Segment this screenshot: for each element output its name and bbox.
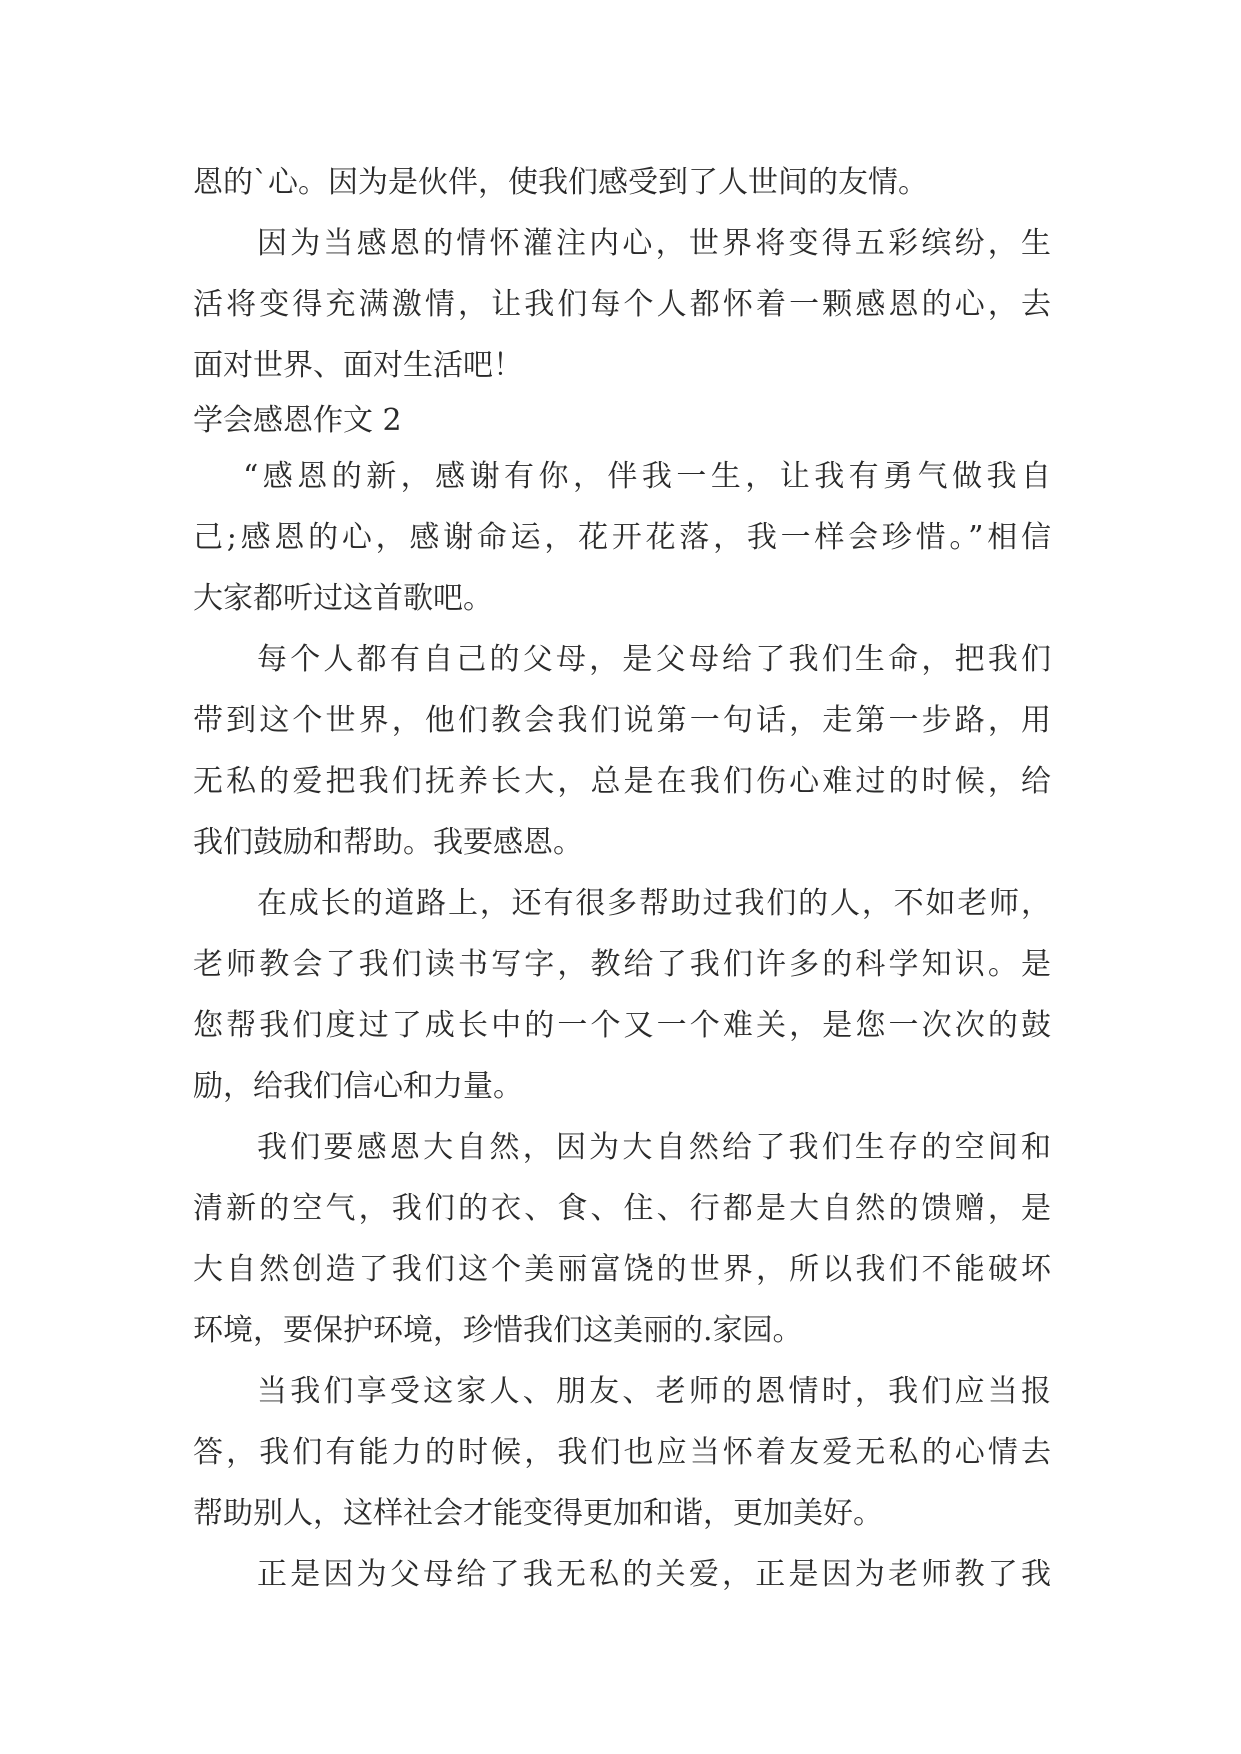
section-heading: 学会感恩作文 2 [193,403,402,438]
text-line: 我们鼓励和帮助。我要感恩。 [193,825,583,860]
text-line: 当我们享受这家人、朋友、老师的恩情时，我们应当报 [257,1374,1051,1409]
text-line: 帮助别人，这样社会才能变得更加和谐，更加美好。 [193,1496,883,1531]
text-line: 面对世界、面对生活吧！ [193,348,523,383]
text-line: 无私的爱把我们抚养长大，总是在我们伤心难过的时候，给 [193,764,1051,799]
text-line: 答，我们有能力的时候，我们也应当怀着友爱无私的心情去 [193,1435,1051,1470]
text-line: 正是因为父母给了我无私的关爱，正是因为老师教了我 [257,1557,1051,1592]
text-line: “感恩的新，感谢有你，伴我一生，让我有勇气做我自 [243,459,1051,494]
text-line: 每个人都有自己的父母，是父母给了我们生命，把我们 [257,642,1051,677]
text-line: 己;感恩的心，感谢命运，花开花落，我一样会珍惜。”相信 [193,520,1051,555]
text-line: 励，给我们信心和力量。 [193,1069,523,1104]
text-line: 我们要感恩大自然，因为大自然给了我们生存的空间和 [257,1130,1051,1165]
text-line: 活将变得充满激情，让我们每个人都怀着一颗感恩的心，去 [193,287,1051,322]
text-line: 清新的空气，我们的衣、食、住、行都是大自然的馈赠，是 [193,1191,1051,1226]
text-line: 在成长的道路上，还有很多帮助过我们的人，不如老师， [257,886,1051,921]
text-line: 因为当感恩的情怀灌注内心，世界将变得五彩缤纷，生 [257,226,1051,261]
text-line: 大家都听过这首歌吧。 [193,581,493,616]
text-line: 恩的`心。因为是伙伴，使我们感受到了人世间的友情。 [193,165,928,200]
text-line: 老师教会了我们读书写字，教给了我们许多的科学知识。是 [193,947,1051,982]
text-line: 您帮我们度过了成长中的一个又一个难关，是您一次次的鼓 [193,1008,1051,1043]
document-body [193,152,1051,1605]
text-line: 环境，要保护环境，珍惜我们这美丽的.家园。 [193,1313,803,1348]
text-line: 大自然创造了我们这个美丽富饶的世界，所以我们不能破坏 [193,1252,1051,1287]
text-line: 带到这个世界，他们教会我们说第一句话，走第一步路，用 [193,703,1051,738]
